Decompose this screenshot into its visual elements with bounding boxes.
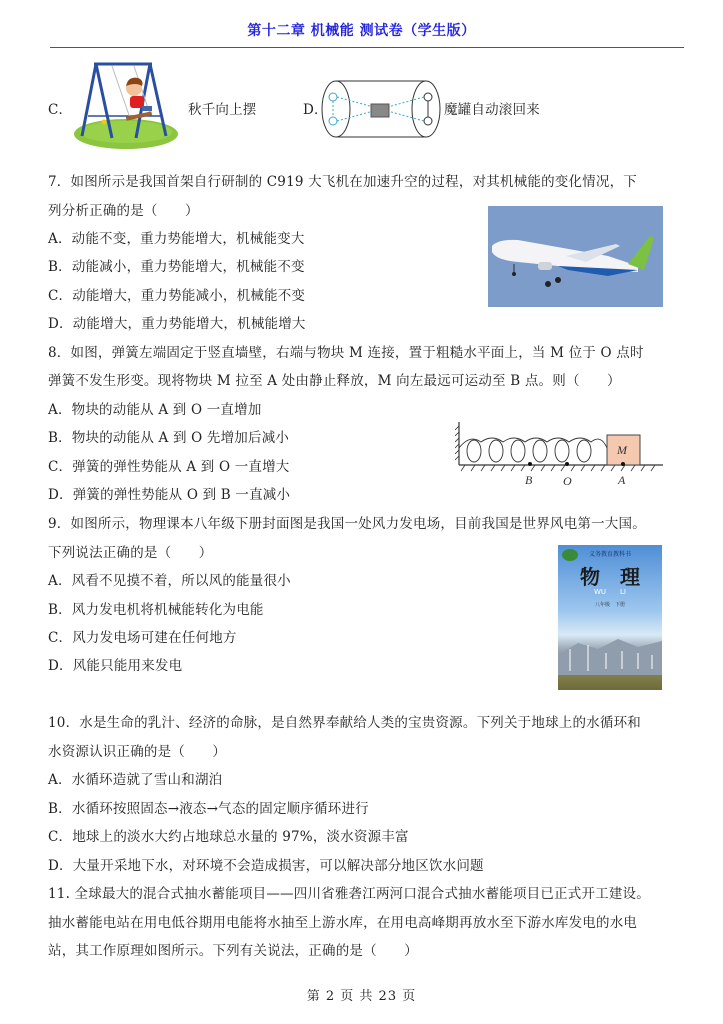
spring-block-diagram [455,418,667,490]
page-header-title: 第十二章 机械能 测试卷（学生版） [247,23,476,39]
q9-option-a: A．风看不见摸不着，所以风的能量很小 [48,573,291,589]
header-divider [50,47,684,48]
svg-text:M: M [617,443,627,457]
q7-option-c: C．动能增大，重力势能减小，机械能不变 [48,288,306,304]
q10-option-a: A．水循环造就了雪山和湖泊 [48,772,223,788]
magic-can-diagram [318,78,444,140]
q11-stem-line2: 抽水蓄能电站在用电低谷期用电能将水抽至上游水库，在用电高峰期再放水至下游水库发电的水电 [48,915,638,931]
q10-stem-line2: 水资源认识正确的是（ ） [48,744,227,760]
q7-stem-line2: 列分析正确的是（ ） [48,203,199,219]
q9-stem-line2: 下列说法正确的是（ ） [48,545,213,561]
page-number-footer: 第 2 页 共 23 页 [306,989,417,1004]
q8-stem-line2: 弹簧不发生形变。现将物块 M 拉至 A 处由静止释放，M 向左最远可运动至 B 点。则（ ） [48,373,621,389]
q11-stem-line1: 11. 全球最大的混合式抽水蓄能项目——四川省雅砻江两河口混合式抽水蓄能项目已正式开工建设。 [48,886,650,902]
q8-option-c: C．弹簧的弹性势能从 A 到 O 一直增大 [48,459,290,475]
q10-option-d: D．大量开采地下水，对环境不会造成损害，可以解决部分地区饮水问题 [48,858,484,874]
q6-option-d-letter: D． [303,102,328,118]
q7-stem-line1: 7．如图所示是我国首架自行研制的 C919 大飞机在加速升空的过程，对其机械能的变化情况，下 [48,174,637,190]
q9-option-b: B．风力发电机将机械能转化为电能 [48,602,264,618]
book-grade: 八年级 下册 [594,602,625,608]
book-title: 物 理 [580,565,640,589]
q8-option-b: B．物块的动能从 A 到 O 先增加后减小 [48,430,290,446]
q11-stem-line3: 站，其工作原理如图所示。下列有关说法，正确的是（ ） [48,943,418,959]
swing-illustration-image [68,58,178,150]
q10-stem-line1: 10．水是生命的乳汁、经济的命脉，是自然界奉献给人类的宝贵资源。下列关于地球上的水循环和 [48,715,641,731]
svg-text:O: O [563,474,572,488]
book-pinyin: WU LI [593,588,626,596]
q8-option-d: D．弹簧的弹性势能从 O 到 B 一直减小 [48,487,291,503]
book-series-label: 义务教育教科书 [588,551,631,558]
q7-option-d: D．动能增大，重力势能增大，机械能增大 [48,316,306,332]
q10-option-b: B．水循环按照固态→液态→气态的固定顺序循环进行 [48,801,369,817]
physics-textbook-cover [558,545,662,690]
q7-option-b: B．动能减小，重力势能增大，机械能不变 [48,259,305,275]
q6-option-c-caption: 秋千向上摆 [188,102,257,118]
q8-option-a: A．物块的动能从 A 到 O 一直增加 [48,402,262,418]
c919-airplane-photo [488,206,663,307]
q6-option-c-letter: C． [48,102,73,118]
q10-option-c: C．地球上的淡水大约占地球总水量的 97%，淡水资源丰富 [48,829,409,845]
q9-option-c: C．风力发电场可建在任何地方 [48,630,237,646]
q9-option-d: D．风能只能用来发电 [48,658,183,674]
svg-text:B: B [525,473,533,487]
q6-option-d-caption: 魔罐自动滚回来 [444,102,540,118]
svg-text:A: A [618,473,626,487]
q9-stem-line1: 9．如图所示，物理课本八年级下册封面图是我国一处风力发电场，目前我国是世界风电第一大国。 [48,516,646,532]
q7-option-a: A．动能不变，重力势能增大，机械能变大 [48,231,305,247]
q8-stem-line1: 8．如图，弹簧左端固定于竖直墙壁，右端与物块 M 连接，置于粗糙水平面上，当 M 位于 O 点时 [48,345,644,361]
